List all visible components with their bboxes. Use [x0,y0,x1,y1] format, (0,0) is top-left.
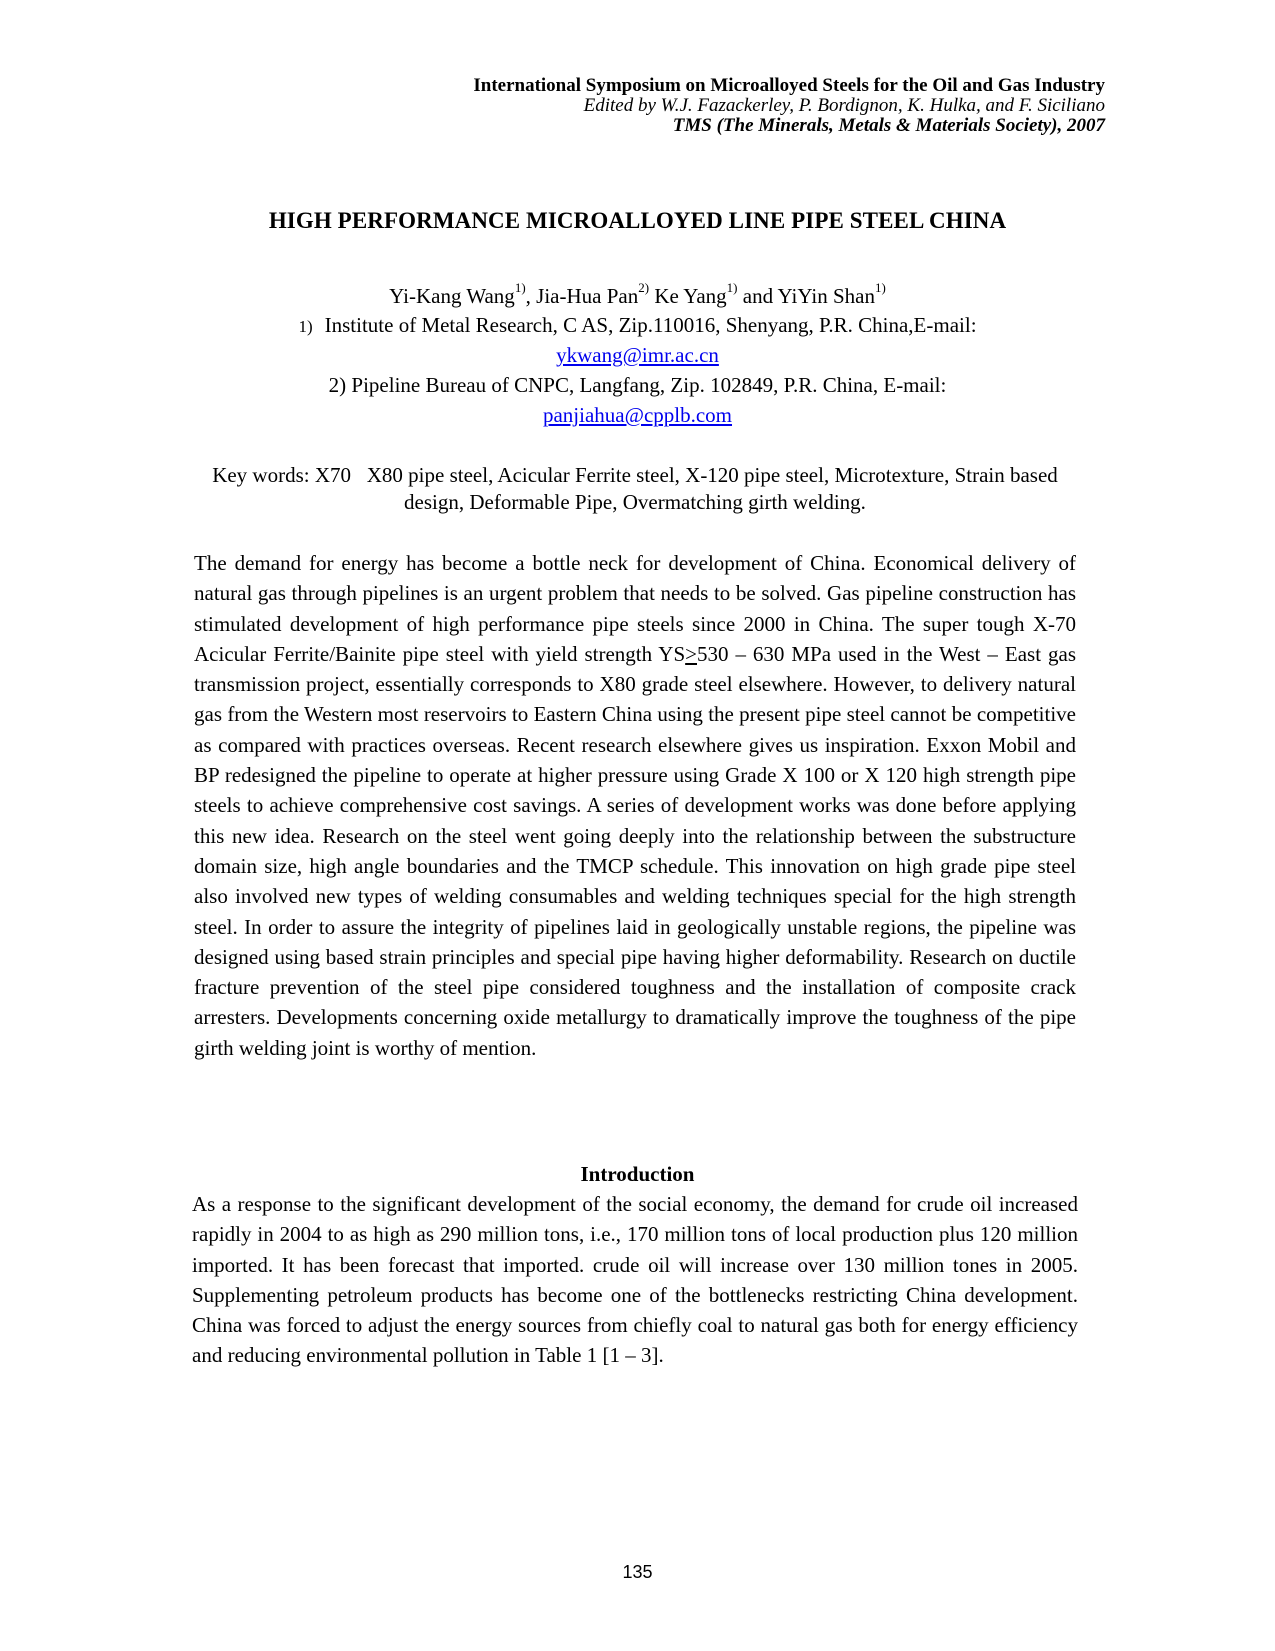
author-list [0,280,1275,309]
email-link-1[interactable]: ykwang@imr.ac.cn [556,343,719,367]
keywords [194,462,1076,516]
affiliation-2-email-line [0,403,1275,428]
author-affiliation-mark: 1) [514,280,526,295]
author-name: Ke Yang [649,284,727,308]
abstract-paragraph [194,548,1076,1063]
publisher-line: TMS (The Minerals, Metals & Materials Society), 2007 [672,115,1105,136]
introduction-paragraph: As a response to the significant development of the social economy, the demand for crude oil increased rapidly in 2004 to as high as 290 million tons, i.e., 170 million tons of local production plus 120 million imported. It has been forecast that imported. crude oil will increase over 130 million tones in 2005. Supplementing petroleum products has become one of the bottlenecks restricting China development. China was forced to adjust the energy sources from chiefly coal to natural gas both for energy efficiency and reducing environmental pollution in Table 1 [1 – 3]. [192,1192,1078,1368]
email-link-2[interactable]: panjiahua@cpplb.com [542,403,733,427]
conference-header [473,76,1105,136]
page-number: 135 [622,1562,653,1582]
keywords-text: X70 X80 pipe steel, Acicular Ferrite steel, X-120 pipe steel, Microtexture, Strain based design, Deformable Pipe, Overmatching girth welding. [314,463,1064,514]
author-name: , Jia-Hua Pan [525,284,639,308]
introduction-heading: Introduction [580,1162,695,1186]
author-affiliation-mark: 1) [726,280,738,295]
abstract-text-part-2: 530 – 630 MPa used in the West – East gas transmission project, essentially corresponds to X80 grade steel elsewhere. However, to delivery natural gas from the Western most reservoirs to Eastern China using the present pipe steel cannot be competitive as compared with practices overseas. Recent research elsewhere gives us inspiration. Exxon Mobil and BP redesigned the pipeline to operate at higher pressure using Grade X 100 or X 120 high strength pipe steels to achieve comprehensive cost savings. A series of development works was done before applying this new idea. Research on the steel went going deeply into the relationship between the substructure domain size, high angle boundaries and the TMCP schedule. This innovation on high grade pipe steel also involved new types of welding consumables and welding techniques special for the high strength steel. In order to assure the integrity of pipelines laid in geologically unstable regions, the pipeline was designed using based strain principles and special pipe having higher deformability. Research on ductile fracture prevention of the steel pipe considered toughness and the installation of composite crack arresters. Developments concerning oxide metallurgy to dramatically improve the toughness of the pipe girth welding joint is worthy of mention. [194,641,1076,1060]
keywords-label: Key words: [212,463,315,487]
abstract-text-part-1: The demand for energy has become a bottle neck for development of China. Economical delivery of natural gas through pipelines is an urgent problem that needs to be solved. Gas pipeline construction has stimulated development of high performance pipe steels since 2000 in China. The super tough X-70 Acicular Ferrite/Bainite pipe steel with yield strength YS [194,551,1076,666]
author-affiliation-mark: 1) [874,280,886,295]
greater-equal-symbol: > [685,641,697,666]
author-name: and YiYin Shan [737,284,875,308]
affiliation-text: Institute of Metal Research, C AS, Zip.110016, Shenyang, P.R. China,E-mail: [324,313,977,337]
paper-title: HIGH PERFORMANCE MICROALLOYED LINE PIPE STEEL CHINA [268,208,1007,233]
author-name: Yi-Kang Wang [389,284,515,308]
editors-line: Edited by W.J. Fazackerley, P. Bordignon, K. Hulka, and F. Siciliano [583,95,1105,116]
affiliation-1 [0,313,1275,338]
affiliation-2: 2) Pipeline Bureau of CNPC, Langfang, Zip. 102849, P.R. China, E-mail: [328,373,947,397]
author-affiliation-mark: 2) [638,280,650,295]
affiliation-1-email-line [0,343,1275,368]
affiliation-marker: 1) [298,317,313,336]
conference-title: International Symposium on Microalloyed Steels for the Oil and Gas Industry [473,75,1105,96]
